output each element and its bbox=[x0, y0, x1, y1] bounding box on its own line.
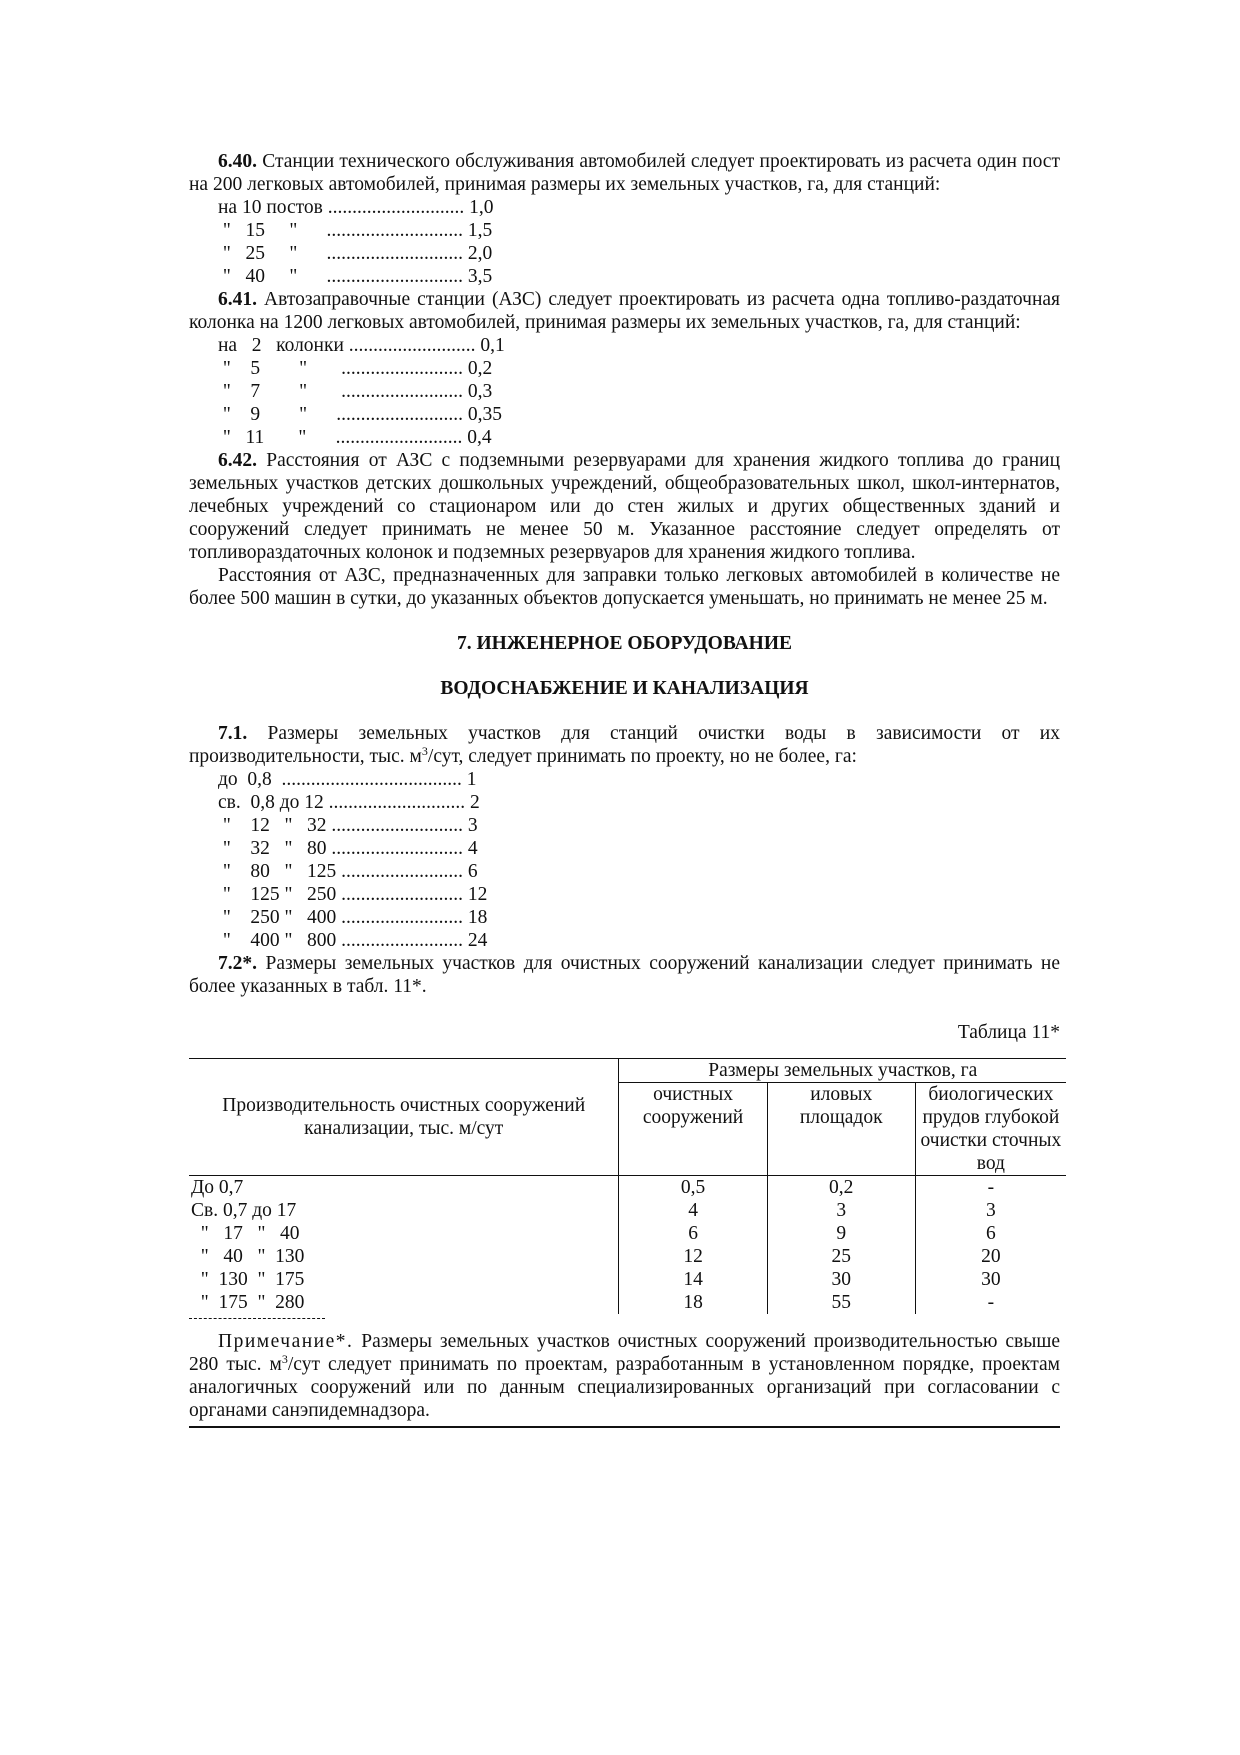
row-label: Св. 0,7 до 17 bbox=[191, 1200, 297, 1221]
clause-text: Размеры земельных участков для очистных сооружений канализации следует принимать не более указанных в табл. 11*. bbox=[189, 953, 1061, 997]
cell-sludge: 30 bbox=[767, 1268, 915, 1291]
list-item: " 400 " 800 ......................... 24 bbox=[218, 930, 488, 951]
cell-treatment: 4 bbox=[619, 1199, 767, 1222]
list-item: " 40 " ............................ 3,5 bbox=[218, 266, 493, 287]
header-ponds: биологических прудов глубокой очистки сточных вод bbox=[915, 1083, 1066, 1176]
list-item: св. 0,8 до 12 ............................ 2 bbox=[218, 792, 480, 813]
list-item: " 15 " ............................ 1,5 bbox=[218, 220, 493, 241]
header-group: Размеры земельных участков, га bbox=[619, 1059, 1066, 1083]
table-row bbox=[189, 1268, 1066, 1291]
list-7-1 bbox=[189, 768, 1060, 952]
cell-ponds: - bbox=[915, 1291, 1066, 1314]
list-item: " 32 " 80 ........................... 4 bbox=[218, 838, 478, 859]
list-item: " 12 " 32 ........................... 3 bbox=[218, 815, 478, 836]
paragraph-7-1 bbox=[189, 722, 1060, 768]
row-label: До 0,7 bbox=[191, 1177, 244, 1198]
cell-sludge: 9 bbox=[767, 1222, 915, 1245]
table-caption: Таблица 11* bbox=[957, 1022, 1060, 1043]
paragraph-6-42-cont: Расстояния от АЗС, предназначенных для заправки только легковых автомобилей в количестве не более 500 машин в сутки, до указанных объектов допускается уменьшать, но принимать не менее 25 м. bbox=[189, 565, 1060, 609]
paragraph-6-41 bbox=[189, 288, 1060, 334]
superscript: 3 bbox=[421, 744, 428, 758]
list-6-41 bbox=[189, 334, 1060, 449]
table-row bbox=[189, 1222, 1066, 1245]
table-row bbox=[189, 1176, 1066, 1200]
header-treatment: очистных сооружений bbox=[619, 1083, 767, 1176]
list-6-40 bbox=[189, 196, 1060, 288]
paragraph-6-40 bbox=[189, 150, 1060, 196]
paragraph-7-2 bbox=[189, 952, 1060, 998]
cell-treatment: 0,5 bbox=[619, 1176, 767, 1200]
cell-treatment: 6 bbox=[619, 1222, 767, 1245]
cell-ponds: - bbox=[915, 1176, 1066, 1200]
document-page bbox=[189, 150, 1060, 1428]
clause-number: 6.42. bbox=[218, 450, 257, 471]
list-item: " 5 " ......................... 0,2 bbox=[218, 358, 493, 379]
note-text-cont: /сут следует принимать по проектам, разработанным в установленном порядке, проектам аналогичных сооружений или по данным специализированных организаций при согласовании с органами санэпидемнадзора. bbox=[189, 1354, 1060, 1421]
note-label: Примечание*. bbox=[218, 1331, 354, 1352]
footnote-separator bbox=[189, 1318, 1060, 1330]
note-text: Размеры земельных участков очистных сооружений производительностью свыше 280 тыс. м bbox=[189, 1331, 1060, 1375]
cell-ponds: 30 bbox=[915, 1268, 1066, 1291]
table-row bbox=[189, 1245, 1066, 1268]
clause-number: 6.40. bbox=[218, 151, 257, 172]
paragraph-6-42 bbox=[189, 449, 1060, 564]
cell-sludge: 0,2 bbox=[767, 1176, 915, 1200]
table-header-row bbox=[189, 1059, 1066, 1083]
row-label: " 175 " 280 bbox=[191, 1292, 305, 1313]
table-row bbox=[189, 1291, 1066, 1314]
row-label: " 17 " 40 bbox=[191, 1223, 300, 1244]
clause-text: Расстояния от АЗС с подземными резервуарами для хранения жидкого топлива до границ земельных участков детских дошкольных учреждений, общеобразовательных школ, школ-интернатов, лечебных учреждений со стационаром или до стен жилых и других общественных зданий и сооружений следует принимать не менее 50 м. Указанное расстояние следует определять от топливораздаточных колонок и подземных резервуаров для хранения жидкого топлива. bbox=[189, 450, 1061, 563]
list-item: " 11 " .......................... 0,4 bbox=[218, 427, 492, 448]
clause-text: Станции технического обслуживания автомобилей следует проектировать из расчета один пост на 200 легковых автомобилей, принимая размеры их земельных участков, га, для станций: bbox=[189, 151, 1060, 195]
header-sludge: иловых площадок bbox=[767, 1083, 915, 1176]
row-label: " 130 " 175 bbox=[191, 1269, 305, 1290]
header-capacity: Производительность очистных сооружений канализации, тыс. м/сут bbox=[189, 1059, 619, 1176]
list-item: до 0,8 ..................................... 1 bbox=[218, 769, 477, 790]
clause-text-cont: /сут, следует принимать по проекту, но не более, га: bbox=[427, 746, 857, 767]
cell-sludge: 25 bbox=[767, 1245, 915, 1268]
list-item: " 25 " ............................ 2,0 bbox=[218, 243, 493, 264]
cell-treatment: 12 bbox=[619, 1245, 767, 1268]
list-item: на 2 колонки .......................... 0,1 bbox=[218, 335, 505, 356]
section-title: 7. ИНЖЕНЕРНОЕ ОБОРУДОВАНИЕ bbox=[456, 633, 793, 654]
list-item: " 125 " 250 ......................... 12 bbox=[218, 884, 488, 905]
list-item: " 80 " 125 ......................... 6 bbox=[218, 861, 478, 882]
cell-sludge: 55 bbox=[767, 1291, 915, 1314]
cell-treatment: 18 bbox=[619, 1291, 767, 1314]
table-note bbox=[189, 1330, 1060, 1422]
clause-number: 7.1. bbox=[218, 723, 248, 744]
cell-ponds: 20 bbox=[915, 1245, 1066, 1268]
cell-ponds: 6 bbox=[915, 1222, 1066, 1245]
list-item: на 10 постов ............................ 1,0 bbox=[218, 197, 494, 218]
list-item: " 250 " 400 ......................... 18 bbox=[218, 907, 488, 928]
clause-text: Размеры земельных участков для станций очистки воды в зависимости от их производительности, тыс. м bbox=[189, 723, 1060, 767]
clause-number: 6.41. bbox=[218, 289, 257, 310]
row-label: " 40 " 130 bbox=[191, 1246, 305, 1267]
list-item: " 9 " .......................... 0,35 bbox=[218, 404, 503, 425]
clause-text: Автозаправочные станции (АЗС) следует проектировать из расчета одна топливо-раздаточная колонка на 1200 легковых автомобилей, принимая размеры их земельных участков, га, для станций: bbox=[189, 289, 1061, 333]
cell-treatment: 14 bbox=[619, 1268, 767, 1291]
table-row bbox=[189, 1199, 1066, 1222]
superscript: 3 bbox=[281, 1352, 288, 1366]
cell-sludge: 3 bbox=[767, 1199, 915, 1222]
clause-number: 7.2*. bbox=[218, 953, 257, 974]
subsection-title: ВОДОСНАБЖЕНИЕ И КАНАЛИЗАЦИЯ bbox=[440, 678, 809, 699]
table-11 bbox=[189, 1058, 1066, 1314]
list-item: " 7 " ......................... 0,3 bbox=[218, 381, 493, 402]
end-rule bbox=[189, 1426, 1060, 1428]
cell-ponds: 3 bbox=[915, 1199, 1066, 1222]
